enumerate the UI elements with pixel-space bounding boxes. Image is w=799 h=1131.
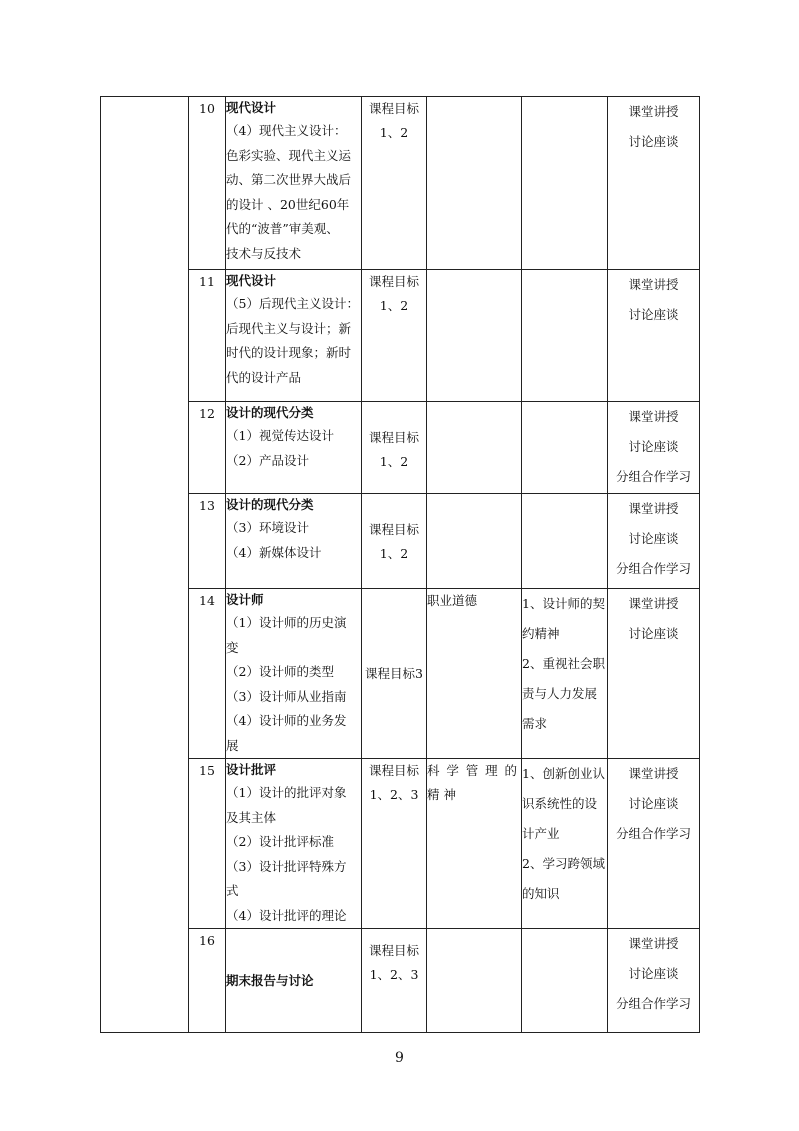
teaching-method: 讨论座谈: [628, 626, 679, 641]
teaching-method: 课堂讲授: [628, 936, 679, 951]
week-number-cell: 11: [189, 270, 226, 402]
content-line: 色彩实验、现代主义运: [226, 147, 352, 163]
content-cell: [226, 929, 362, 1033]
content-line: 后现代主义与设计；新: [226, 320, 352, 336]
table-row: [101, 270, 700, 402]
teaching-method-cell: [608, 494, 700, 589]
week-number-cell: 16: [189, 929, 226, 1033]
teaching-method: 课堂讲授: [628, 596, 679, 611]
course-goal-cell: [362, 97, 427, 270]
content-cell: [226, 759, 362, 929]
integration-point-cell: [522, 270, 608, 402]
integration-point-cell: [522, 929, 608, 1033]
course-goal-line: 课程目标: [368, 101, 419, 116]
table-row: [101, 589, 700, 759]
integration-point-line: 1、设计师的契: [522, 596, 605, 611]
integration-point-line: 2、学习跨领域: [522, 856, 605, 871]
integration-point-line: 1、创新创业认: [522, 766, 605, 781]
teaching-method: 分组合作学习: [615, 469, 691, 484]
content-line: 时代的设计现象；新时: [226, 345, 352, 360]
teaching-method: 课堂讲授: [628, 501, 679, 516]
teaching-method: 讨论座谈: [628, 307, 679, 322]
teaching-method: 讨论座谈: [628, 966, 679, 981]
table-row: [101, 97, 700, 270]
content-line: 的设计 、20世纪60年: [226, 196, 350, 212]
teaching-method: 讨论座谈: [628, 134, 679, 149]
content-line: （3）设计批评特殊方: [226, 858, 347, 874]
ideology-element-cell: [427, 270, 522, 402]
content-line: 变: [226, 639, 239, 655]
course-goal-line: 课程目标: [368, 763, 419, 778]
content-cell: [226, 97, 362, 270]
ideology-element-cell: [427, 929, 522, 1033]
table-body: [101, 97, 700, 1033]
course-goal-line: 课程目标: [368, 522, 419, 537]
integration-point-cell: [522, 759, 608, 929]
content-cell: [226, 589, 362, 759]
course-goal-cell: [362, 589, 427, 759]
teaching-method: 课堂讲授: [628, 409, 679, 424]
integration-point-line: 的知识: [522, 886, 560, 901]
integration-point-cell: [522, 97, 608, 270]
content-line: 代的“波普”审美观、: [226, 221, 339, 236]
topic-title: 期末报告与讨论: [226, 972, 314, 988]
content-line: （1）设计的批评对象: [226, 785, 347, 800]
week-number-cell: 10: [189, 97, 226, 270]
course-goal-line: 课程目标: [368, 274, 419, 289]
table-row: [101, 929, 700, 1033]
table-row: [101, 759, 700, 929]
integration-point-cell: [522, 402, 608, 494]
week-number-cell: 12: [189, 402, 226, 494]
integration-point-line: 责与人力发展: [522, 686, 598, 701]
page-number: 9: [395, 1050, 404, 1066]
content-line: （1）视觉传达设计: [226, 428, 334, 443]
teaching-method-cell: [608, 402, 700, 494]
content-line: （3）环境设计: [226, 520, 309, 535]
teaching-method: 分组合作学习: [615, 561, 691, 576]
content-cell: [226, 494, 362, 589]
week-number-cell: 14: [189, 589, 226, 759]
content-line: （4）新媒体设计: [226, 544, 322, 560]
course-goal-cell: [362, 494, 427, 589]
course-goal-cell: [362, 929, 427, 1033]
topic-title: 现代设计: [226, 273, 277, 288]
teaching-method-cell: [608, 759, 700, 929]
teaching-method: 讨论座谈: [628, 439, 679, 454]
course-goal-line: 课程目标: [368, 430, 419, 445]
content-line: （2）设计批评标准: [226, 834, 334, 849]
teaching-method: 讨论座谈: [628, 796, 679, 811]
content-line: （2）产品设计: [226, 452, 309, 468]
merged-blank-cell: [101, 97, 189, 1033]
ideology-element-cell: [427, 402, 522, 494]
course-schedule-table: [100, 96, 700, 1033]
course-goal-cell: [362, 759, 427, 929]
week-number-cell: 13: [189, 494, 226, 589]
content-cell: [226, 402, 362, 494]
content-line: （4）设计批评的理论: [226, 907, 347, 923]
integration-point-cell: [522, 494, 608, 589]
course-goal-line: 课程目标3: [365, 665, 423, 681]
content-line: 及其主体: [226, 809, 277, 825]
teaching-method: 课堂讲授: [628, 104, 679, 119]
ideology-element-cell: 科学管理的精神: [427, 759, 522, 929]
ideology-element-cell: [427, 494, 522, 589]
content-line: 动、第二次世界大战后: [226, 172, 352, 187]
content-line: 式: [226, 883, 239, 898]
content-line: 展: [226, 737, 239, 753]
integration-point-line: 识系统性的设: [522, 796, 598, 811]
teaching-method: 课堂讲授: [628, 766, 679, 781]
content-line: （4）设计师的业务发: [226, 713, 347, 728]
course-goal-line: 1、2、3: [369, 967, 419, 982]
week-number-cell: 15: [189, 759, 226, 929]
course-goal-line: 1、2: [379, 546, 409, 561]
integration-point-line: 计产业: [522, 826, 560, 841]
content-line: （5）后现代主义设计：: [226, 296, 359, 311]
content-cell: [226, 270, 362, 402]
course-goal-line: 1、2、3: [369, 787, 419, 802]
integration-point-line: 约精神: [522, 626, 560, 641]
teaching-method: 分组合作学习: [615, 826, 691, 841]
teaching-method-cell: [608, 97, 700, 270]
teaching-method: 分组合作学习: [615, 996, 691, 1011]
content-line: 代的设计产品: [226, 369, 302, 385]
course-goal-line: 1、2: [379, 454, 409, 469]
content-line: （3）设计师从业指南: [226, 688, 347, 704]
table-row: [101, 402, 700, 494]
topic-title: 设计的现代分类: [226, 497, 314, 512]
course-goal-line: 课程目标: [368, 943, 419, 958]
content-line: （4）现代主义设计：: [226, 123, 347, 138]
topic-title: 现代设计: [226, 100, 277, 115]
table-row: [101, 494, 700, 589]
topic-title: 设计的现代分类: [226, 405, 314, 420]
topic-title: 设计师: [226, 592, 264, 607]
ideology-element-cell: 职业道德: [427, 589, 522, 759]
teaching-method-cell: [608, 589, 700, 759]
course-goal-line: 1、2: [379, 298, 409, 313]
course-goal-cell: [362, 402, 427, 494]
integration-point-line: 2、重视社会职: [522, 656, 605, 671]
course-goal-cell: [362, 270, 427, 402]
content-line: 技术与反技术: [226, 245, 302, 261]
content-line: （2）设计师的类型: [226, 664, 334, 679]
course-goal-line: 1、2: [379, 125, 409, 140]
teaching-method: 讨论座谈: [628, 531, 679, 546]
integration-point-cell: [522, 589, 608, 759]
integration-point-line: 需求: [522, 716, 548, 731]
ideology-element-cell: [427, 97, 522, 270]
content-line: （1）设计师的历史演: [226, 615, 347, 630]
topic-title: 设计批评: [226, 762, 277, 777]
teaching-method-cell: [608, 929, 700, 1033]
teaching-method: 课堂讲授: [628, 277, 679, 292]
teaching-method-cell: [608, 270, 700, 402]
